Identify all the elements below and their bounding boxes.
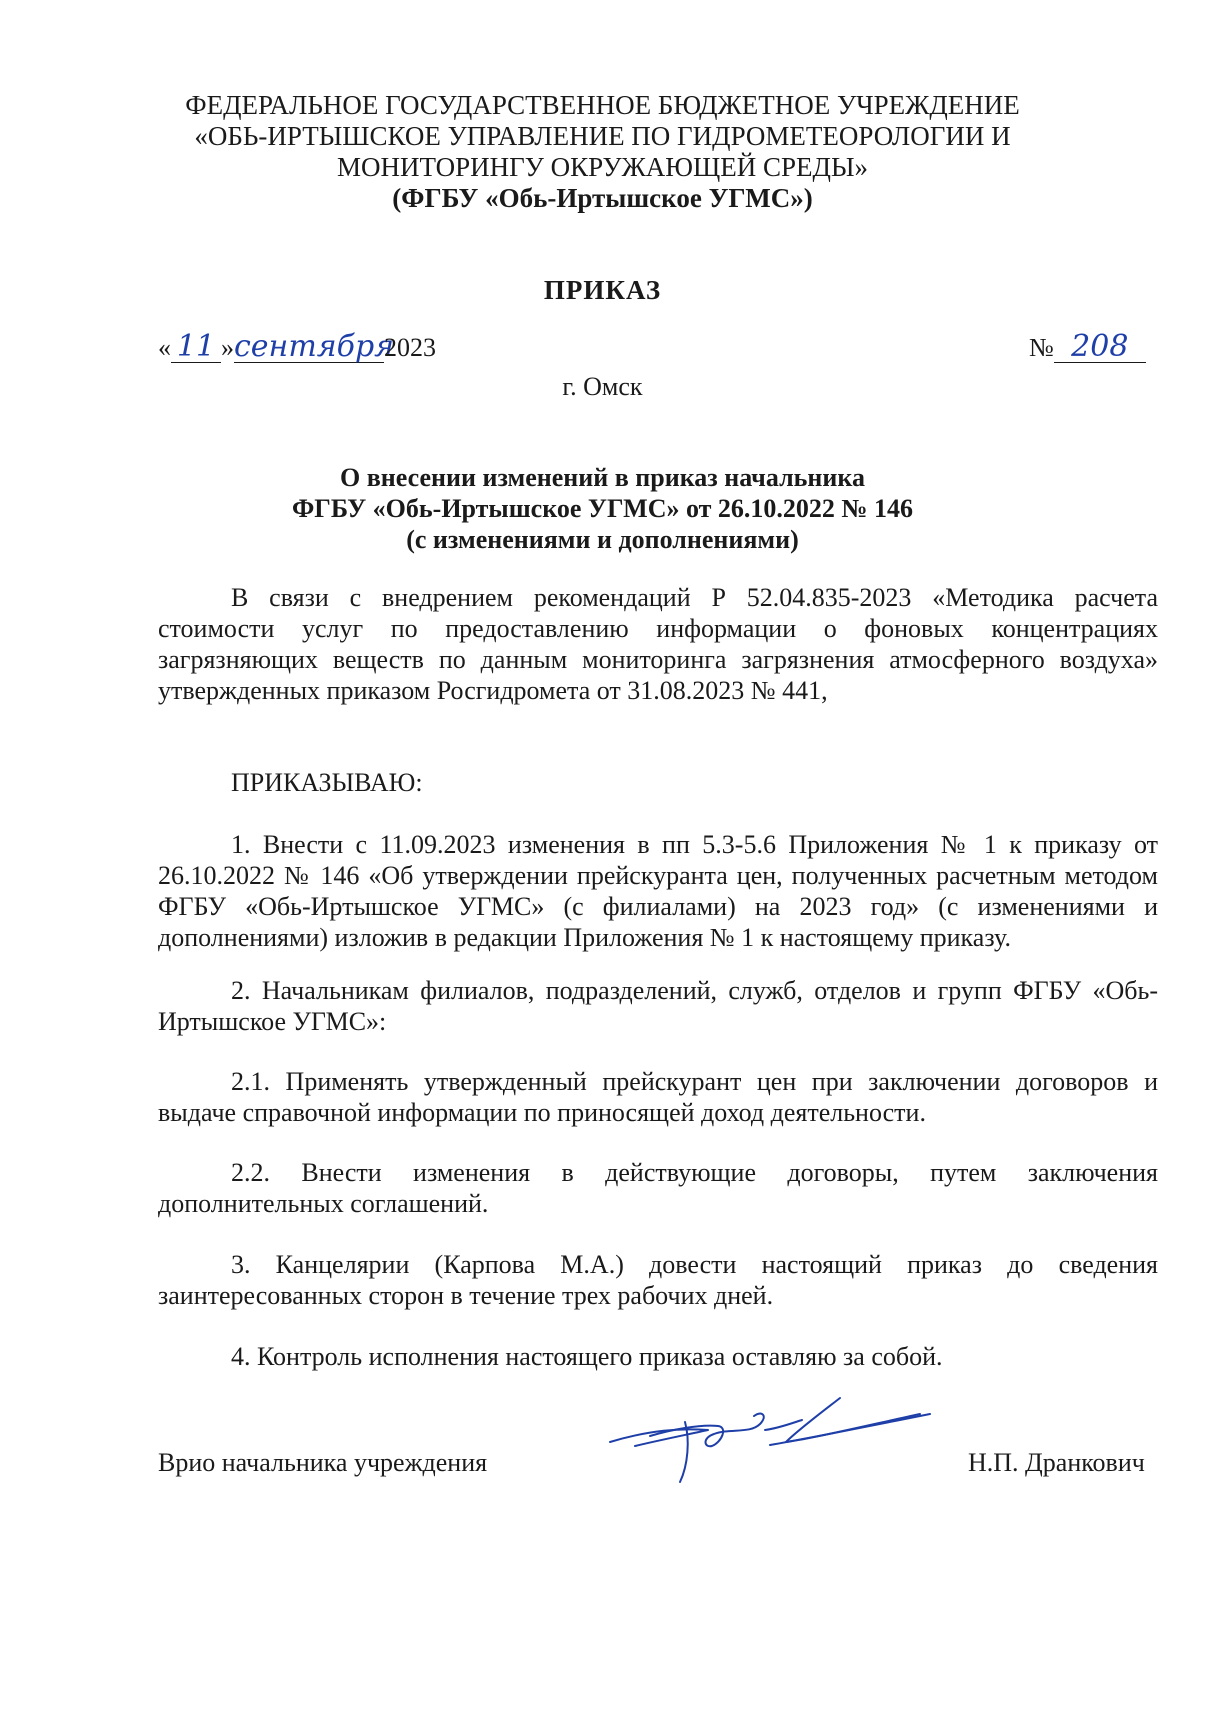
date-month: сентября	[234, 329, 395, 364]
preamble-paragraph	[158, 582, 1158, 706]
number-value: 208	[1054, 332, 1146, 363]
number-prefix: №	[1029, 333, 1054, 362]
date-day: 11	[171, 332, 221, 363]
date-open-quote: «	[158, 333, 171, 362]
subject-line-3: (с изменениями и дополнениями)	[406, 525, 799, 554]
order-subject	[0, 462, 1205, 555]
item-3	[158, 1249, 1158, 1311]
subject-line-1: О внесении изменений в приказ начальника	[340, 463, 865, 492]
item-2-2-text: 2.2. Внести изменения в действующие договоры, путем заключения дополнительных соглашений.	[158, 1158, 1158, 1218]
order-word	[158, 767, 1158, 798]
item-1	[158, 829, 1158, 953]
item-2-1-text: 2.1. Применять утвержденный прейскурант цен при заключении договоров и выдаче справочной информации по приносящей доход деятельности.	[158, 1067, 1158, 1127]
document-title: ПРИКАЗ	[543, 275, 662, 305]
item-3-text: 3. Канцелярии (Карпова М.А.) довести настоящий приказ до сведения заинтересованных сторон в течение трех рабочих дней.	[158, 1250, 1158, 1310]
date-close-quote: »	[221, 333, 234, 362]
subject-line-2: ФГБУ «Обь-Иртышское УГМС» от 26.10.2022 № 146	[291, 494, 914, 523]
item-2	[158, 975, 1158, 1037]
item-4	[158, 1341, 1158, 1372]
item-4-text: 4. Контроль исполнения настоящего приказа оставляю за собой.	[231, 1342, 943, 1371]
org-line-1: ФЕДЕРАЛЬНОЕ ГОСУДАРСТВЕННОЕ БЮДЖЕТНОЕ УЧРЕЖДЕНИЕ	[185, 90, 1020, 120]
signatory-name: Н.П. Дранкович	[968, 1448, 1145, 1477]
item-2-2	[158, 1157, 1158, 1219]
org-short-name: (ФГБУ «Обь-Иртышское УГМС»)	[392, 183, 813, 213]
order-number	[1029, 329, 1146, 364]
org-line-2: «ОБЬ-ИРТЫШСКОЕ УПРАВЛЕНИЕ ПО ГИДРОМЕТЕОРОЛОГИИ И	[194, 121, 1011, 151]
city: г. Омск	[562, 372, 643, 401]
item-1-text: 1. Внести с 11.09.2023 изменения в пп 5.3-5.6 Приложения № 1 к приказу от 26.10.2022 № 146 «Об утверждении прейскуранта цен, полученных расчетным методом ФГБУ «Обь-Иртышское УГМС» (с филиалами) на 2023 год» (с изменениями и дополнениями) изложив в редакции Приложения № 1 к настоящему приказу.	[158, 830, 1158, 952]
signatory-position: Врио начальника учреждения	[158, 1448, 488, 1477]
order-date	[158, 329, 436, 364]
item-2-1	[158, 1066, 1158, 1128]
date-year: 2023	[384, 333, 436, 362]
preamble-text: В связи с внедрением рекомендаций Р 52.04.835-2023 «Методика расчета стоимости услуг по предоставлению информации о фоновых концентрациях загрязняющих веществ по данным мониторинга загрязнения атмосферного воздуха» утвержденных приказом Росгидромета от 31.08.2023 № 441,	[158, 583, 1158, 705]
handwritten-signature	[590, 1390, 960, 1490]
order-word-text: ПРИКАЗЫВАЮ:	[231, 768, 423, 797]
org-line-3: МОНИТОРИНГУ ОКРУЖАЮЩЕЙ СРЕДЫ»	[337, 152, 868, 182]
item-2-text: 2. Начальникам филиалов, подразделений, служб, отделов и групп ФГБУ «Обь-Иртышское УГМС»:	[158, 976, 1158, 1036]
organization-header	[0, 90, 1205, 214]
